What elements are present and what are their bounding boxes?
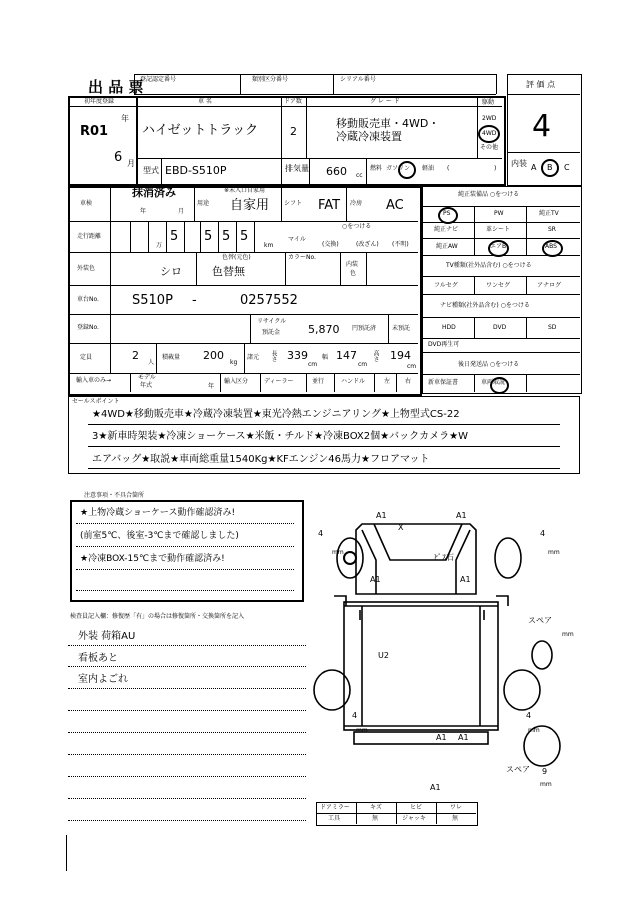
tools-header-mirror: ドアミラー [320,804,350,811]
length-value: 339 [287,349,308,362]
length-label: 長さ [270,350,277,362]
equip-sr: SR [548,226,556,233]
sales-line-2: 3★新車時架装★冷凍ショーケース★米飯・チルド★冷凍BOX2個★バックカメラ★W [92,431,468,442]
height-label: 高さ [372,350,379,362]
mileage-mile: マイル [288,236,306,243]
fuel-label: 燃料 [370,165,383,172]
car-name-label: 車 名 [198,98,212,105]
recycle-value: 5,870 [308,323,340,336]
inspection-year: 年 [140,208,147,215]
chassis-serial: 0257552 [240,293,298,308]
inspector-line-2: 看板あと [78,653,118,664]
spare-value: 9 [542,767,548,776]
score-label: 評 価 点 [526,80,556,89]
interior-label: 内装 [511,159,527,168]
grade-line1: 移動販売車・4WD・ [336,117,440,130]
inspector-label: 検査員記入欄：修復歴「有」の場合は修復箇所・交換箇所を記入 [70,613,245,620]
inspection-label: 車検 [80,200,93,207]
drive-other: その他 [480,144,499,151]
interior-option-a: A [531,163,537,172]
equip-airbag: エアB [490,243,507,250]
cc-label: 排気量 [285,164,309,173]
tire-rear-right-unit: mm [528,727,540,734]
cc-value: 660 [326,165,347,178]
mileage-digit-3: 5 [222,229,231,244]
navi-sd: SD [548,324,557,331]
plate-label: 登録No. [77,324,99,331]
notes-line-1: ★上物冷蔵ショーケース動作確認済み! [80,508,236,518]
usage-value: 自家用 [230,198,270,213]
navi-type-title: ナビ種類(社外品含む) ○をつける [440,302,530,309]
import-left: 左 [384,378,391,385]
import-label: 輸入車のみ→ [76,377,112,384]
damage-a1-door-right: A1 [460,575,471,584]
tire-front-left: 4 [318,529,324,538]
spare-label-2: スペア [506,765,530,774]
recycle-status: 未預託 [392,325,411,332]
chassis-label: 車台No. [77,296,99,303]
damage-a1-front-right: A1 [456,511,467,520]
damage-x: X [398,523,404,532]
damage-a1-door-left: A1 [370,575,381,584]
car-name: ハイゼットトラック [142,123,259,138]
mileage-digit-1: 5 [170,229,179,244]
doors-value: 2 [290,125,297,138]
tools-header-crack: ヒビ [410,804,423,811]
aircon-label: 冷房 [350,200,363,207]
import-right: 右 [405,378,412,385]
mileage-man-unit: 万 [156,242,163,249]
damage-a1-rear-right: A1 [458,733,469,742]
damage-pisi: ﾋﾟｽ石 [434,553,454,562]
dvd-playback: DVD再生可 [428,341,460,348]
equip-navi: 純正ナビ [434,226,459,233]
color-change-value: 色替無 [212,265,245,278]
load-unit: kg [230,359,238,366]
capacity-value: 2 [132,349,139,362]
length-unit: cm [308,361,318,368]
sheet-title: 出 品 票 [88,78,144,96]
fuel-other-close: ) [494,165,497,172]
class-number-label: 類別区分番号 [252,76,289,83]
tire-front-right: 4 [540,529,546,538]
tools-jack: ジャッキ [402,815,426,822]
equipment-title: 純正装備品 ○をつける [458,191,520,198]
later-warranty: 新車保証書 [428,379,459,386]
first-reg-era: R01 [80,124,109,139]
equip-abs: ABS [545,243,557,250]
usage-label: 用途 [197,200,210,207]
tools-tool-value: 無 [372,815,379,822]
tools-header-break: ワレ [450,804,463,811]
spare-label-1: スペア [528,616,552,625]
inspector-line-1: 外装 荷箱AU [78,631,136,642]
tire-front-right-unit: mm [548,549,560,556]
equip-pw: PW [494,210,504,217]
model-label: 型式 [143,166,159,175]
color-change-label: 色替(元色) [222,254,251,261]
tools-tool: 工具 [328,815,341,822]
width-value: 147 [336,349,357,362]
drive-label: 駆動 [482,99,495,106]
mileage-circle-label: ○をつける [342,223,372,230]
first-reg-label: 初年度登録 [84,98,115,105]
equip-ps: PS [443,210,451,217]
color-label: 外装色 [77,265,96,272]
tv-fullseg: フルセグ [434,282,458,289]
first-reg-month: 月 [127,159,135,168]
fuel-diesel: 軽油 [422,165,435,172]
height-value: 194 [390,349,411,362]
inspection-value: 抹消済み [132,186,176,199]
capacity-label: 定員 [80,354,93,361]
mileage-exchanged: (交換) [322,241,339,248]
sales-line-3: エアバッグ★取説★車両総重量1540Kg★KFエンジン46馬力★フロアマット [92,454,430,465]
height-unit: cm [407,363,417,370]
usage-note: ※未入口自家用 [224,187,266,194]
later-manual: 車両取説 [481,379,506,386]
first-reg-month-value: 6 [114,150,123,165]
mileage-tampered: (改ざん) [356,241,379,248]
cert-number-label: 登記認定番号 [140,76,177,83]
damage-a1-front-left: A1 [376,511,387,520]
damage-u2: U2 [378,651,389,660]
interior-color-label2: 色 [350,270,357,277]
tv-oneseg: ワンセグ [486,282,511,289]
equip-seat: 革シート [486,226,511,233]
sales-label: セールスポイント [72,398,120,405]
notes-label: 注意事項・不具合箇所 [84,492,145,499]
notes-line-3: ★冷凍BOX-15℃まで動作確認済み! [80,554,225,564]
cc-unit: cc [356,172,363,179]
tools-header-scratch: キズ [370,804,382,811]
sales-line-1: ★4WD★移動販売車★冷蔵冷凍装置★東光冷熱エンジニアリング★上物型式CS-22 [92,409,460,420]
tire-front-left-unit: mm [332,549,344,556]
tools-jack-value: 無 [452,815,459,822]
recycle-unit: 円預託済 [352,325,377,332]
notes-line-2: (前室5℃、後室-3℃まで確認しました) [80,531,239,541]
doors-label: ドア数 [284,98,302,105]
grade-line2: 冷蔵冷凍装置 [336,130,402,143]
capacity-unit: 人 [148,359,155,366]
serial-number-label: シリアル番号 [340,76,376,83]
tv-analog: アナログ [537,282,562,289]
color-no-label: カラーNo. [288,254,316,261]
color-value: シロ [160,265,182,278]
grade-label: グ レ ー ド [370,98,400,105]
model-value: EBD-S510P [165,164,227,177]
shift-value: FAT [318,198,341,213]
fuel-gasoline: ガソリン [386,165,411,172]
dimension-label: 諸元 [247,354,260,361]
drive-2wd: 2WD [482,115,497,122]
tire-rear-right: 4 [526,711,532,720]
load-label: 積載量 [162,354,181,361]
import-year: 年 [208,383,215,390]
load-value: 200 [203,349,224,362]
mileage-digit-4: 5 [240,229,249,244]
first-reg-year: 年 [121,114,129,123]
navi-dvd: DVD [493,324,507,331]
fuel-other-open: ( [447,165,450,172]
mileage-label: 走行距離 [77,233,102,240]
inspection-month: 月 [178,208,185,215]
import-dealer: ディーラー [264,378,294,385]
recycle-label: リサイクル [257,318,287,325]
mileage-unknown: (不明) [392,241,409,248]
interior-option-b: B [547,163,553,172]
chassis-model: S510P [132,293,173,308]
score-value: 4 [532,109,552,144]
tire-rear-left: 4 [352,711,358,720]
chassis-dash: - [192,293,197,308]
damage-a1-rear-bumper: A1 [430,783,441,792]
tire-rear-left-unit: mm [356,727,368,734]
navi-hdd: HDD [442,324,456,331]
import-handle: ハンドル [341,378,366,385]
drive-4wd: 4WD [482,130,497,137]
recycle-label2: 預託金 [262,329,281,336]
inspector-line-3: 室内よごれ [78,674,128,685]
width-label: 幅 [322,354,329,361]
interior-color-label: 内装 [346,261,359,268]
shift-label: シフト [284,200,303,207]
damage-a1-rear: A1 [436,733,447,742]
spare-unit-2: mm [540,781,552,788]
import-category-label: 輸入区分 [224,378,249,385]
interior-option-c: C [564,163,570,172]
import-model-label: モデル [138,374,156,381]
later-shipment-title: 後日発送品 ○をつける [458,361,520,368]
import-year-label: 年式 [140,382,153,389]
equip-tv: 純正TV [539,210,559,217]
tv-type-title: TV種類(社外品含む) ○をつける [446,262,532,269]
aircon-value: AC [386,198,404,213]
spare-unit-1: mm [562,631,574,638]
width-unit: cm [358,361,368,368]
equip-aw: 純正AW [436,243,458,250]
mileage-km: km [264,242,274,249]
mileage-digit-2: 5 [204,229,213,244]
import-parallel: 並行 [312,378,325,385]
